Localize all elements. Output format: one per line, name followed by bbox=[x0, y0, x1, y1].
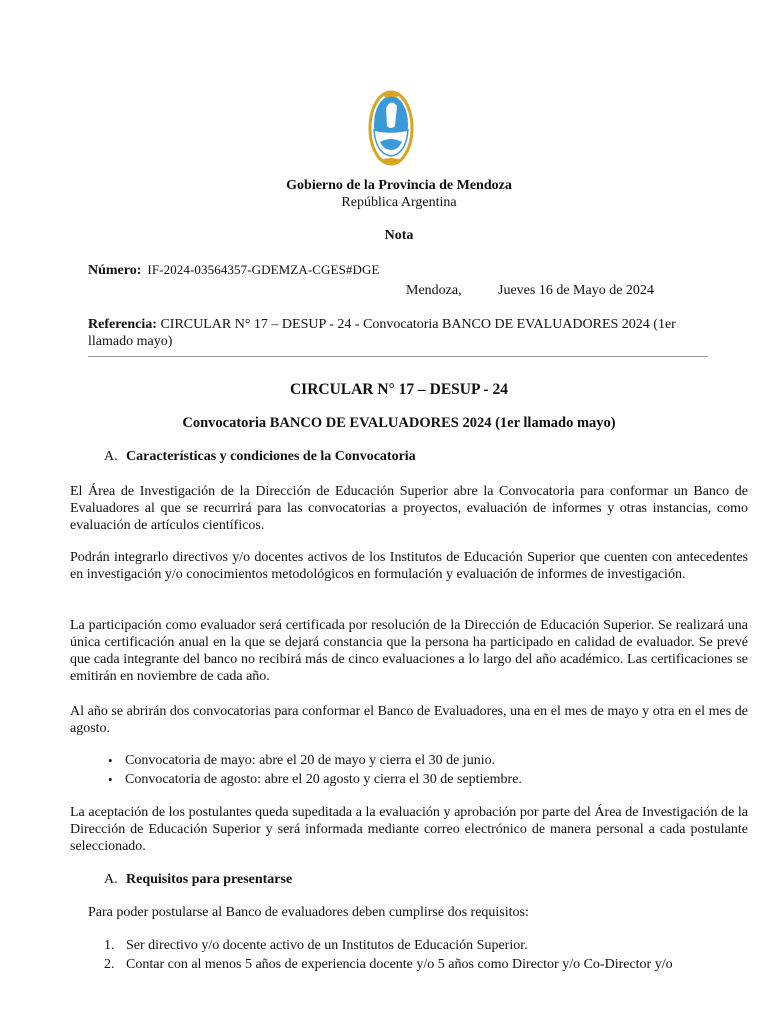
list-item-number: 1. bbox=[104, 938, 115, 953]
section-letter: A. bbox=[104, 449, 118, 464]
numero-value: IF-2024-03564357-GDEMZA-CGES#DGE bbox=[147, 262, 380, 277]
paragraph-certificacion: La participación como evaluador será certificada por resolución de la Dirección de Educación Superior. Se realizará una única certificación anual en la que se dejará constancia que la persona ha participado en calidad de evaluador. Se prevé que cada integrante del banco no recibirá más de cinco evaluaciones a lo largo del año académico. Las certificaciones se emitirán en noviembre de cada año. bbox=[70, 618, 748, 684]
requisitos-numbered-list bbox=[104, 936, 673, 974]
convocatoria-title: Convocatoria BANCO DE EVALUADORES 2024 (1er llamado mayo) bbox=[182, 415, 616, 431]
list-item-text: Contar con al menos 5 años de experiencia docente y/o 5 años como Director y/o Co-Director y/o bbox=[126, 957, 673, 972]
list-item bbox=[108, 770, 522, 789]
paragraph-integrantes: Podrán integrarlo directivos y/o docentes activos de los Institutos de Educación Superior que cuenten con antecedentes en investigación y/o conocimientos metodológicos en formulación y evaluación de informes de investigación. bbox=[70, 550, 748, 582]
mendoza-seal-logo bbox=[368, 86, 414, 166]
document-place: Mendoza, bbox=[406, 283, 462, 298]
paragraph-convocatorias-anuales: Al año se abrirán dos convocatorias para conformar el Banco de Evaluadores, una en el mes de mayo y otra en el mes de agosto. bbox=[70, 704, 748, 736]
section-title: Características y condiciones de la Convocatoria bbox=[126, 449, 416, 464]
numero-label: Número: bbox=[88, 263, 142, 278]
section-title: Requisitos para presentarse bbox=[126, 872, 293, 887]
convocatorias-bullet-list bbox=[108, 751, 522, 789]
requisitos-intro: Para poder postularse al Banco de evaluadores deben cumplirse dos requisitos: bbox=[88, 905, 529, 920]
section-letter: A. bbox=[104, 872, 118, 887]
list-item-text: Convocatoria de mayo: abre el 20 de mayo y cierra el 30 de junio. bbox=[125, 753, 496, 768]
list-item-number: 2. bbox=[104, 957, 115, 972]
paragraph-aceptacion: La aceptación de los postulantes queda supeditada a la evaluación y aprobación por parte del Área de Investigación de la Dirección de Educación Superior y será informada mediante correo electrónico de manera personal a cada postulante seleccionado. bbox=[70, 805, 748, 854]
list-item-text: Convocatoria de agosto: abre el 20 agosto y cierra el 30 de septiembre. bbox=[125, 772, 522, 787]
list-item bbox=[104, 955, 673, 974]
circular-title: CIRCULAR N° 17 – DESUP - 24 bbox=[289, 381, 509, 398]
referencia-label: Referencia: bbox=[88, 317, 157, 332]
bullet-icon: • bbox=[108, 772, 113, 787]
list-item-text: Ser directivo y/o docente activo de un Institutos de Educación Superior. bbox=[126, 938, 528, 953]
document-number-line bbox=[88, 262, 380, 279]
document-type: Nota bbox=[384, 228, 414, 243]
document-date: Jueves 16 de Mayo de 2024 bbox=[498, 283, 654, 298]
section-heading-caracteristicas bbox=[104, 449, 416, 465]
republic-name: República Argentina bbox=[341, 195, 457, 210]
referencia-line bbox=[88, 316, 710, 350]
referencia-text: CIRCULAR N° 17 – DESUP - 24 - Convocatoria BANCO DE EVALUADORES 2024 (1er llamado mayo) bbox=[88, 317, 676, 349]
header-divider bbox=[88, 356, 708, 357]
paragraph-area-investigacion: El Área de Investigación de la Dirección de Educación Superior abre la Convocatoria para conformar un Banco de Evaluadores al que se recurrirá para las convocatorias a proyectos, evaluación de informes y otras instancias, como evaluación de artículos científicos. bbox=[70, 484, 748, 533]
list-item bbox=[104, 936, 673, 955]
list-item bbox=[108, 751, 522, 770]
section-heading-requisitos bbox=[104, 872, 292, 888]
government-name: Gobierno de la Provincia de Mendoza bbox=[286, 178, 512, 193]
seal-base bbox=[381, 158, 401, 164]
bullet-icon: • bbox=[108, 753, 113, 768]
